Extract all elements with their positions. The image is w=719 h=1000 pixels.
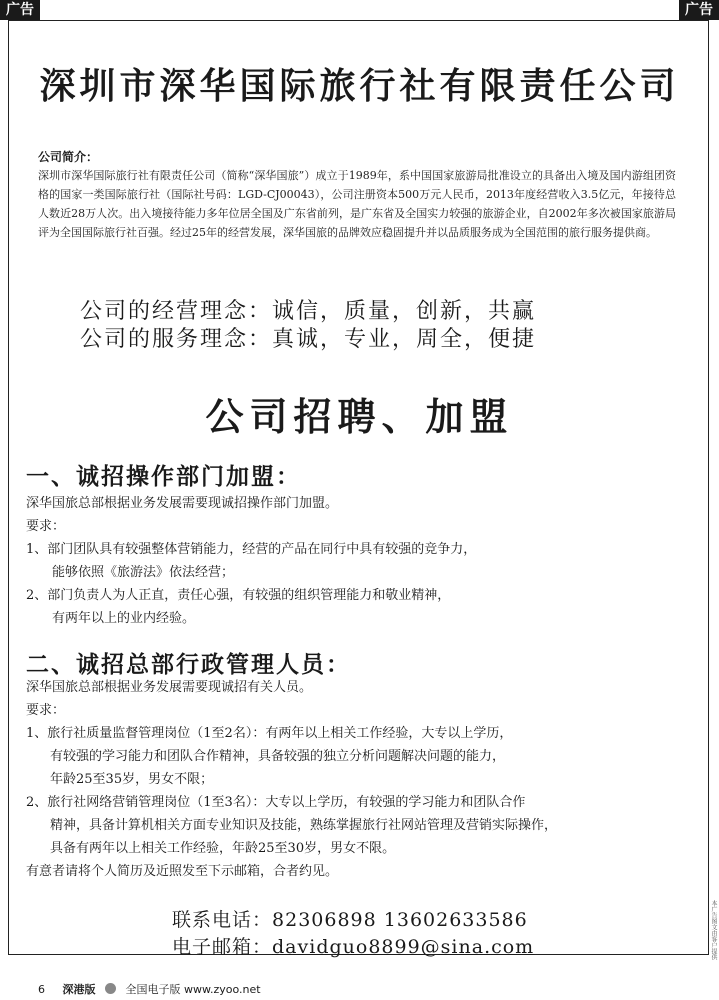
ad-tag-left: 广告 — [0, 0, 40, 20]
company-title: 深圳市深华国际旅行社有限责任公司 — [39, 65, 680, 107]
contact-email — [172, 932, 534, 959]
section2-body — [26, 676, 706, 883]
section2-line: 有意者请将个人简历及近照发至下示邮箱，合者约见。 — [26, 864, 339, 879]
section2-line: 要求： — [26, 703, 66, 718]
section1-line: 深华国旅总部根据业务发展需要现诚招操作部门加盟。 — [26, 496, 339, 511]
service-philosophy: 公司的服务理念：真诚，专业，周全，便捷 — [80, 327, 537, 352]
publication-logo-icon — [105, 983, 116, 994]
section2-line: 1、旅行社质量监督管理岗位（1至2名）：有两年以上相关工作经验，大专以上学历， — [26, 726, 513, 741]
ad-tag-right: 广告 — [679, 0, 719, 20]
section1-line: 能够依照《旅游法》依法经营； — [52, 565, 235, 580]
section2-line: 精神，具备计算机相关方面专业知识及技能，熟练掌握旅行社网站管理及营销实际操作， — [50, 818, 558, 833]
site-label[interactable]: 全国电子版 www.zyoo.net — [125, 983, 261, 996]
phone-number: 82306898 13602633586 — [272, 909, 528, 931]
section1-body — [26, 492, 706, 630]
page-footer — [38, 981, 267, 997]
email-link[interactable]: davidguo8899@sina.com — [272, 936, 535, 958]
section1-line: 要求： — [26, 519, 66, 534]
section2-line: 深华国旅总部根据业务发展需要现诚招有关人员。 — [26, 680, 313, 695]
section2-line: 2、旅行社网络营销管理岗位（1至3名）：大专以上学历，有较强的学习能力和团队合作 — [26, 795, 526, 810]
contact-phone — [172, 905, 528, 932]
section1-line: 有两年以上的业内经验。 — [52, 611, 196, 626]
section2-title: 二、诚招总部行政管理人员： — [26, 651, 351, 678]
section2-line: 年龄25至35岁，男女不限； — [50, 772, 214, 787]
intro-text: 深圳市深华国际旅行社有限责任公司（简称“深华国旅”）成立于1989年，系中国国家旅游局批准设立的具备出入境及国内游组团资格的国家一类国际旅行社（国际社号码：LGD-CJ00043），公司注册资本500万元人民币，2013年度经营收入3.5亿元，年接待总人数近28万人次。出入境接待能力多年位居全国及广东省前列，是广东省及全国实力较强的旅游企业，自2002年多次被国家旅游局评为全国国际旅行社百强。经过25年的经营发展，深华国旅的品牌效应稳固提升并以品质服务成为全国范围的旅行服务提供商。 — [38, 169, 676, 239]
email-label: 电子邮箱： — [172, 936, 273, 958]
page-number: 6 — [38, 983, 45, 996]
phone-label: 联系电话： — [172, 909, 273, 931]
edition-label: 深港版 — [62, 983, 96, 996]
section1-title: 一、诚招操作部门加盟： — [26, 463, 301, 490]
section1-line: 2、部门负责人为人正直，责任心强，有较强的组织管理能力和敬业精神， — [26, 588, 451, 603]
section2-line: 具备有两年以上相关工作经验，年龄25至30岁，男女不限。 — [50, 841, 396, 856]
business-philosophy: 公司的经营理念：诚信，质量，创新，共赢 — [80, 299, 537, 324]
section1-line: 1、部门团队具有较强整体营销能力，经营的产品在同行中具有较强的竞争力， — [26, 542, 477, 557]
side-note: 本广告图文由客户提供 — [710, 900, 717, 960]
section2-line: 有较强的学习能力和团队合作精神，具备较强的独立分析问题解决问题的能力， — [50, 749, 506, 764]
intro-heading: 公司简介： — [38, 150, 99, 164]
recruit-title: 公司招聘、加盟 — [205, 394, 514, 439]
